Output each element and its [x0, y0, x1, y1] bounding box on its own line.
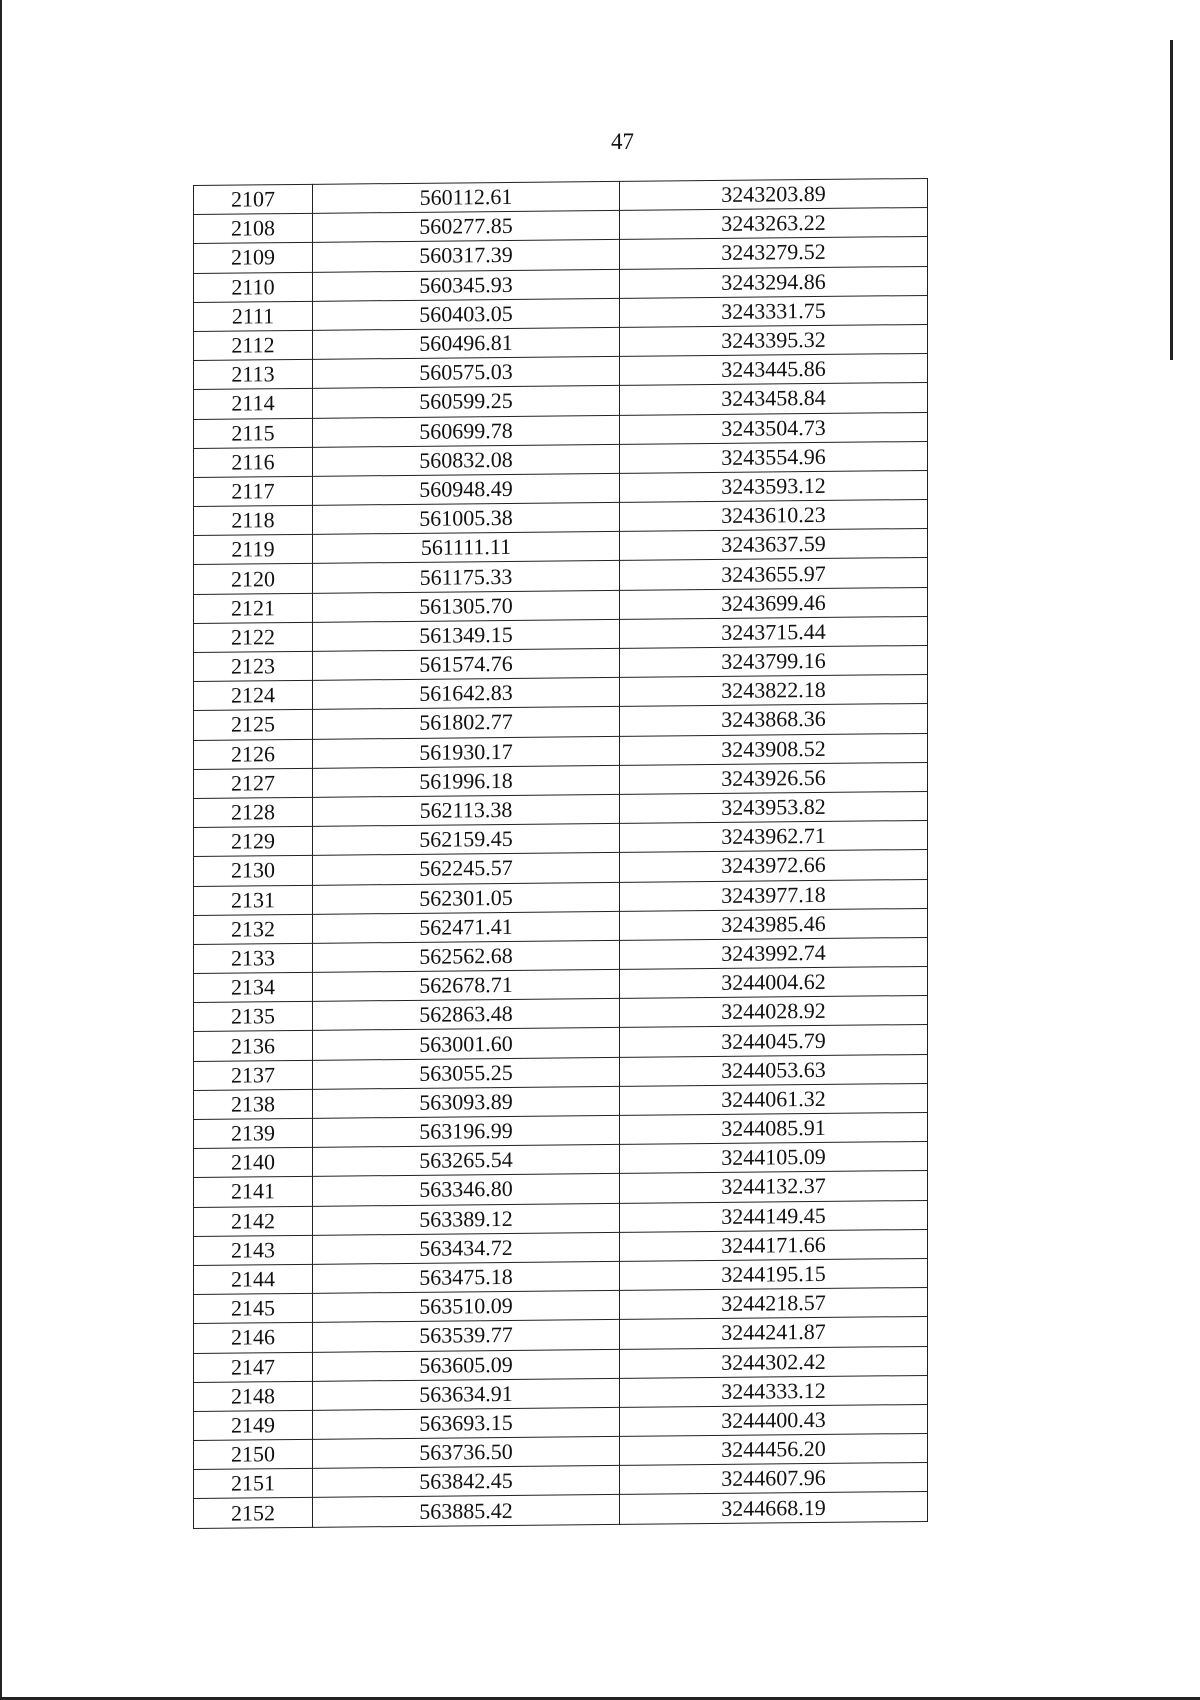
point-id-cell: 2139 — [194, 1118, 313, 1148]
easting-cell: 563693.15 — [313, 1407, 620, 1439]
easting-cell: 561574.76 — [313, 648, 620, 680]
northing-cell: 3243279.52 — [620, 237, 928, 269]
northing-cell: 3243504.73 — [620, 412, 928, 444]
point-id-cell: 2112 — [194, 330, 313, 360]
easting-cell: 562159.45 — [313, 824, 620, 856]
northing-cell: 3244085.91 — [620, 1112, 928, 1144]
northing-cell: 3243331.75 — [620, 295, 928, 327]
northing-cell: 3244400.43 — [620, 1404, 928, 1436]
easting-cell: 563605.09 — [313, 1349, 620, 1381]
coordinates-table — [193, 178, 928, 1529]
easting-cell: 561005.38 — [313, 502, 620, 534]
easting-cell: 561930.17 — [313, 736, 620, 768]
easting-cell: 561802.77 — [313, 707, 620, 739]
easting-cell: 562562.68 — [313, 940, 620, 972]
point-id-cell: 2136 — [194, 1031, 313, 1061]
easting-cell: 562301.05 — [313, 882, 620, 914]
northing-cell: 3243610.23 — [620, 500, 928, 532]
northing-cell: 3243908.52 — [620, 733, 928, 765]
point-id-cell: 2143 — [194, 1235, 313, 1265]
northing-cell: 3243962.71 — [620, 821, 928, 853]
easting-cell: 561349.15 — [313, 619, 620, 651]
easting-cell: 561305.70 — [313, 590, 620, 622]
easting-cell: 563346.80 — [313, 1174, 620, 1206]
northing-cell: 3243799.16 — [620, 645, 928, 677]
easting-cell: 560948.49 — [313, 473, 620, 505]
easting-cell: 560345.93 — [313, 269, 620, 301]
point-id-cell: 2137 — [194, 1060, 313, 1090]
northing-cell: 3243953.82 — [620, 791, 928, 823]
northing-cell: 3243554.96 — [620, 441, 928, 473]
northing-cell: 3244302.42 — [620, 1346, 928, 1378]
point-id-cell: 2107 — [194, 184, 313, 214]
point-id-cell: 2127 — [194, 768, 313, 798]
point-id-cell: 2122 — [194, 622, 313, 652]
point-id-cell: 2146 — [194, 1323, 313, 1353]
point-id-cell: 2115 — [194, 418, 313, 448]
point-id-cell: 2108 — [194, 214, 313, 244]
northing-cell: 3244333.12 — [620, 1375, 928, 1407]
northing-cell: 3244105.09 — [620, 1142, 928, 1174]
point-id-cell: 2114 — [194, 389, 313, 419]
point-id-cell: 2144 — [194, 1264, 313, 1294]
point-id-cell: 2134 — [194, 972, 313, 1002]
easting-cell: 563539.77 — [313, 1320, 620, 1352]
point-id-cell: 2129 — [194, 826, 313, 856]
northing-cell: 3244456.20 — [620, 1434, 928, 1466]
point-id-cell: 2128 — [194, 797, 313, 827]
easting-cell: 563093.89 — [313, 1086, 620, 1118]
northing-cell: 3243822.18 — [620, 675, 928, 707]
northing-cell: 3243263.22 — [620, 208, 928, 240]
easting-cell: 562863.48 — [313, 999, 620, 1031]
northing-cell: 3244132.37 — [620, 1171, 928, 1203]
northing-cell: 3243715.44 — [620, 616, 928, 648]
easting-cell: 563265.54 — [313, 1145, 620, 1177]
point-id-cell: 2120 — [194, 564, 313, 594]
northing-cell: 3244045.79 — [620, 1025, 928, 1057]
point-id-cell: 2123 — [194, 651, 313, 681]
northing-cell: 3243458.84 — [620, 383, 928, 415]
easting-cell: 560599.25 — [313, 386, 620, 418]
northing-cell: 3243985.46 — [620, 908, 928, 940]
point-id-cell: 2142 — [194, 1206, 313, 1236]
point-id-cell: 2111 — [194, 301, 313, 331]
northing-cell: 3244004.62 — [620, 967, 928, 999]
point-id-cell: 2113 — [194, 359, 313, 389]
easting-cell: 560699.78 — [313, 415, 620, 447]
point-id-cell: 2118 — [194, 505, 313, 535]
point-id-cell: 2141 — [194, 1177, 313, 1207]
easting-cell: 560496.81 — [313, 327, 620, 359]
northing-cell: 3243593.12 — [620, 470, 928, 502]
point-id-cell: 2148 — [194, 1381, 313, 1411]
northing-cell: 3244195.15 — [620, 1258, 928, 1290]
point-id-cell: 2138 — [194, 1089, 313, 1119]
easting-cell: 562113.38 — [313, 794, 620, 826]
northing-cell: 3243926.56 — [620, 762, 928, 794]
easting-cell: 563196.99 — [313, 1115, 620, 1147]
easting-cell: 562471.41 — [313, 911, 620, 943]
northing-cell: 3244149.45 — [620, 1200, 928, 1232]
easting-cell: 562245.57 — [313, 853, 620, 885]
easting-cell: 563510.09 — [313, 1291, 620, 1323]
point-id-cell: 2125 — [194, 710, 313, 740]
easting-cell: 560832.08 — [313, 444, 620, 476]
point-id-cell: 2140 — [194, 1148, 313, 1178]
easting-cell: 560317.39 — [313, 240, 620, 272]
easting-cell: 563885.42 — [313, 1495, 620, 1527]
point-id-cell: 2126 — [194, 739, 313, 769]
northing-cell: 3243992.74 — [620, 937, 928, 969]
northing-cell: 3243868.36 — [620, 704, 928, 736]
northing-cell: 3244171.66 — [620, 1229, 928, 1261]
easting-cell: 562678.71 — [313, 969, 620, 1001]
page-number: 47 — [611, 129, 634, 154]
point-id-cell: 2145 — [194, 1293, 313, 1323]
northing-cell: 3243977.18 — [620, 879, 928, 911]
northing-cell: 3243294.86 — [620, 266, 928, 298]
easting-cell: 561642.83 — [313, 678, 620, 710]
scan-edge-mark — [1170, 40, 1173, 360]
northing-cell: 3243972.66 — [620, 850, 928, 882]
easting-cell: 563434.72 — [313, 1232, 620, 1264]
northing-cell: 3244053.63 — [620, 1054, 928, 1086]
easting-cell: 563001.60 — [313, 1028, 620, 1060]
point-id-cell: 2132 — [194, 914, 313, 944]
northing-cell: 3243637.59 — [620, 529, 928, 561]
point-id-cell: 2109 — [194, 243, 313, 273]
easting-cell: 560575.03 — [313, 357, 620, 389]
point-id-cell: 2135 — [194, 1002, 313, 1032]
northing-cell: 3244241.87 — [620, 1317, 928, 1349]
northing-cell: 3243395.32 — [620, 324, 928, 356]
easting-cell: 563055.25 — [313, 1057, 620, 1089]
easting-cell: 563736.50 — [313, 1436, 620, 1468]
northing-cell: 3244028.92 — [620, 996, 928, 1028]
easting-cell: 563842.45 — [313, 1466, 620, 1498]
point-id-cell: 2110 — [194, 272, 313, 302]
northing-cell: 3244061.32 — [620, 1083, 928, 1115]
point-id-cell: 2152 — [194, 1498, 313, 1528]
northing-cell: 3243203.89 — [620, 178, 928, 210]
point-id-cell: 2131 — [194, 885, 313, 915]
easting-cell: 561996.18 — [313, 765, 620, 797]
point-id-cell: 2121 — [194, 593, 313, 623]
point-id-cell: 2149 — [194, 1410, 313, 1440]
easting-cell: 563634.91 — [313, 1378, 620, 1410]
easting-cell: 560277.85 — [313, 211, 620, 243]
coordinates-table-body — [194, 178, 928, 1528]
northing-cell: 3243655.97 — [620, 558, 928, 590]
point-id-cell: 2117 — [194, 476, 313, 506]
easting-cell: 563475.18 — [313, 1261, 620, 1293]
northing-cell: 3244668.19 — [620, 1492, 928, 1524]
point-id-cell: 2124 — [194, 681, 313, 711]
northing-cell: 3244218.57 — [620, 1288, 928, 1320]
easting-cell: 560403.05 — [313, 298, 620, 330]
northing-cell: 3244607.96 — [620, 1463, 928, 1495]
point-id-cell: 2116 — [194, 447, 313, 477]
point-id-cell: 2150 — [194, 1439, 313, 1469]
point-id-cell: 2147 — [194, 1352, 313, 1382]
northing-cell: 3243445.86 — [620, 354, 928, 386]
point-id-cell: 2130 — [194, 856, 313, 886]
easting-cell: 560112.61 — [313, 181, 620, 213]
easting-cell: 561175.33 — [313, 561, 620, 593]
northing-cell: 3243699.46 — [620, 587, 928, 619]
point-id-cell: 2119 — [194, 535, 313, 565]
point-id-cell: 2133 — [194, 943, 313, 973]
easting-cell: 561111.11 — [313, 532, 620, 564]
easting-cell: 563389.12 — [313, 1203, 620, 1235]
point-id-cell: 2151 — [194, 1469, 313, 1499]
